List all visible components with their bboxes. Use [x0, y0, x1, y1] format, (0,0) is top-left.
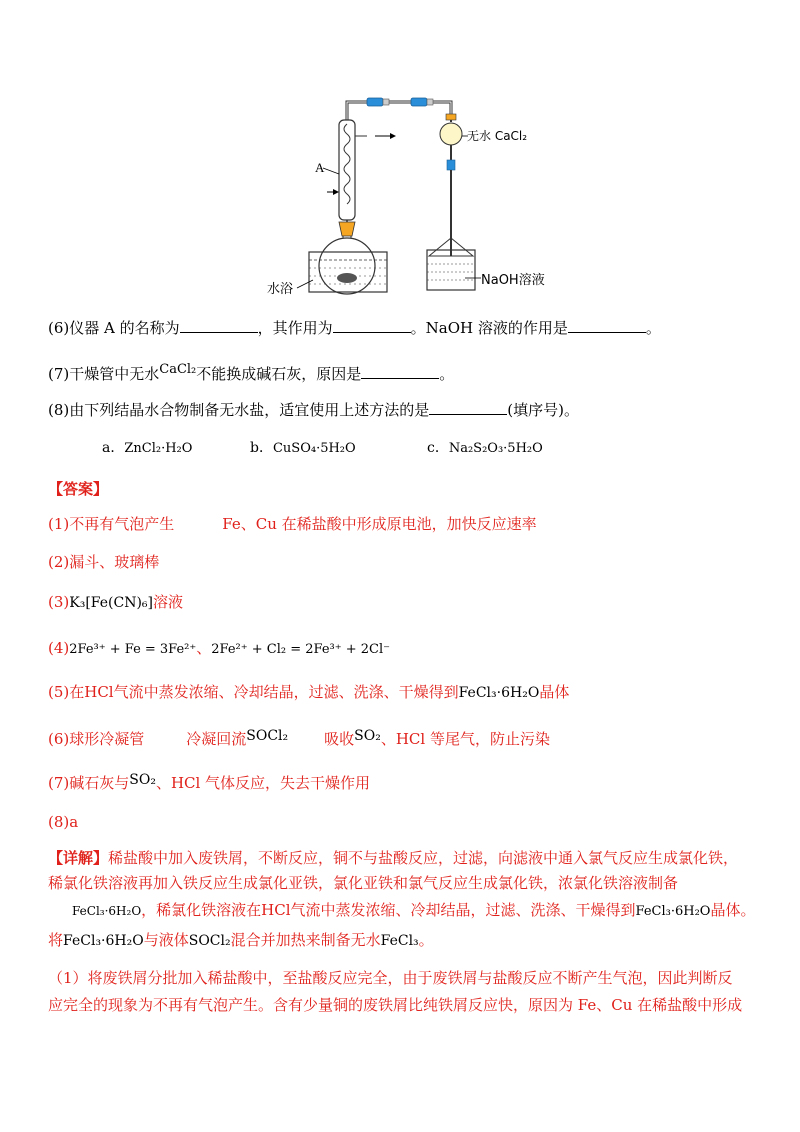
answer-3 — [48, 592, 183, 613]
answer-5-text: (5)在HCl气流中蒸发浓缩、冷却结晶，过滤、洗涤、干燥得到 — [48, 683, 459, 701]
answer-blank[interactable] — [180, 318, 258, 333]
explanation-text: 将 — [48, 931, 64, 949]
option-formula: CuSO₄·5H₂O — [272, 441, 356, 456]
answer-1-reason: Fe、Cu 在稀盐酸中形成原电池，加快反应速率 — [222, 515, 537, 533]
option-key: b． — [250, 440, 273, 456]
explanation-formula: FeCl₃·6H₂O — [63, 933, 144, 949]
q6-part-b: ，其作用为 — [257, 319, 333, 337]
explanation-para-2-line-2: 应完全的现象为不再有气泡产生。含有少量铜的废铁屑比纯铁屑反应快，原因为 Fe、Cu 在稀盐酸中形成 — [48, 996, 743, 1014]
option-formula: Na₂S₂O₃·5H₂O — [448, 441, 543, 456]
explanation-text: 稀盐酸中加入废铁屑，不断反应，铜不与盐酸反应，过滤，向滤液中通入氯气反应生成氯化铁， — [108, 849, 739, 867]
explanation-text: 与液体 — [143, 931, 189, 949]
option-c — [427, 437, 543, 457]
answer-6-part-b: 冷凝回流 — [186, 730, 247, 748]
answer-8: (8)a — [48, 813, 79, 831]
option-key: c． — [427, 440, 449, 456]
answer-6-formula-socl2: SOCl₂ — [246, 728, 289, 744]
answer-4-prefix: (4) — [48, 639, 70, 657]
explanation-formula: FeCl₃·6H₂O — [72, 904, 142, 918]
q7-part-a: (7)干燥管中无水 — [48, 365, 160, 383]
answer-blank[interactable] — [361, 364, 439, 379]
answer-6-part-c: 吸收 — [324, 730, 355, 748]
explanation-header: 【详解】 — [48, 849, 109, 867]
q6-part-c: 。NaOH 溶液的作用是 — [410, 319, 568, 337]
explanation-formula: SOCl₂ — [188, 933, 231, 949]
explanation-text: 晶体。 — [710, 901, 756, 919]
answer-blank[interactable] — [333, 318, 411, 333]
q8-part-b: (填序号)。 — [507, 401, 579, 419]
q7-formula: CaCl₂ — [159, 362, 197, 377]
explanation-formula: FeCl₃ — [380, 933, 419, 949]
answer-header: 【答案】 — [48, 480, 109, 498]
option-b — [250, 437, 356, 457]
answer-7-part-b: 、HCl 气体反应，失去干燥作用 — [155, 774, 371, 792]
q7-part-c: 。 — [439, 365, 455, 383]
answer-4 — [48, 638, 390, 660]
answer-6-part-a: (6)球形冷凝管 — [48, 730, 145, 748]
answer-2: (2)漏斗、玻璃棒 — [48, 553, 160, 571]
answer-5-suffix: 晶体 — [539, 683, 570, 701]
answer-5-formula: FeCl₃·6H₂O — [458, 685, 540, 701]
answer-1-text: (1)不再有气泡产生 — [48, 515, 175, 533]
explanation-formula: FeCl₃·6H₂O — [635, 904, 711, 919]
q6-part-d: 。 — [645, 319, 661, 337]
label-water-bath: 水浴 — [267, 282, 294, 297]
answer-6 — [48, 726, 550, 749]
question-7 — [48, 360, 454, 384]
answer-6-formula-so2: SO₂ — [354, 728, 381, 744]
q6-part-a: (6)仪器 A 的名称为 — [48, 319, 180, 337]
question-8 — [48, 400, 579, 420]
label-A: A — [315, 160, 325, 175]
answer-6-suffix: 、HCl 等尾气，防止污染 — [380, 730, 550, 748]
answer-4-separator: 、 — [196, 639, 212, 657]
q8-part-a: (8)由下列结晶水合物制备无水盐，适宜使用上述方法的是 — [48, 401, 430, 419]
question-6 — [48, 318, 661, 338]
answer-3-suffix: 溶液 — [152, 593, 183, 611]
apparatus-diagram — [255, 88, 555, 303]
answer-blank[interactable] — [429, 400, 507, 415]
answer-7 — [48, 770, 370, 793]
explanation-text: 。 — [418, 931, 434, 949]
explanation-para-2-line-1: （1）将废铁屑分批加入稀盐酸中，至盐酸反应完全，由于废铁屑与盐酸反应不断产生气泡，因此判断反 — [48, 969, 733, 987]
answer-7-formula: SO₂ — [129, 772, 156, 788]
explanation-line-3 — [72, 900, 755, 922]
answer-5 — [48, 682, 569, 703]
answer-3-prefix: (3) — [48, 593, 70, 611]
label-naoh-solution: NaOH溶液 — [481, 273, 545, 288]
answer-4-equation-1: 2Fe³⁺ + Fe = 3Fe²⁺ — [69, 642, 197, 657]
option-key: a． — [102, 440, 125, 456]
answer-3-formula: K₃[Fe(CN)₆] — [69, 595, 153, 611]
option-formula: ZnCl₂·H₂O — [124, 441, 193, 456]
explanation-text: ，稀氯化铁溶液在HCl气流中蒸发浓缩、冷却结晶，过滤、洗涤、干燥得到 — [141, 901, 636, 919]
q7-part-b: 不能换成碱石灰，原因是 — [196, 365, 362, 383]
answer-7-part-a: (7)碱石灰与 — [48, 774, 130, 792]
answer-4-equation-2: 2Fe²⁺ + Cl₂ = 2Fe³⁺ + 2Cl⁻ — [211, 642, 390, 657]
explanation-line-2: 稀氯化铁溶液再加入铁反应生成氯化亚铁，氯化亚铁和氯气反应生成氯化铁，浓氯化铁溶液制备 — [48, 874, 679, 892]
explanation-text: 混合并加热来制备无水 — [230, 931, 381, 949]
option-a — [102, 437, 192, 457]
explanation-line-1 — [48, 848, 738, 868]
explanation-line-4 — [48, 930, 434, 951]
answer-1 — [48, 514, 537, 534]
label-anhydrous-cacl2: 无水 CaCl₂ — [467, 129, 528, 143]
answer-blank[interactable] — [568, 318, 646, 333]
